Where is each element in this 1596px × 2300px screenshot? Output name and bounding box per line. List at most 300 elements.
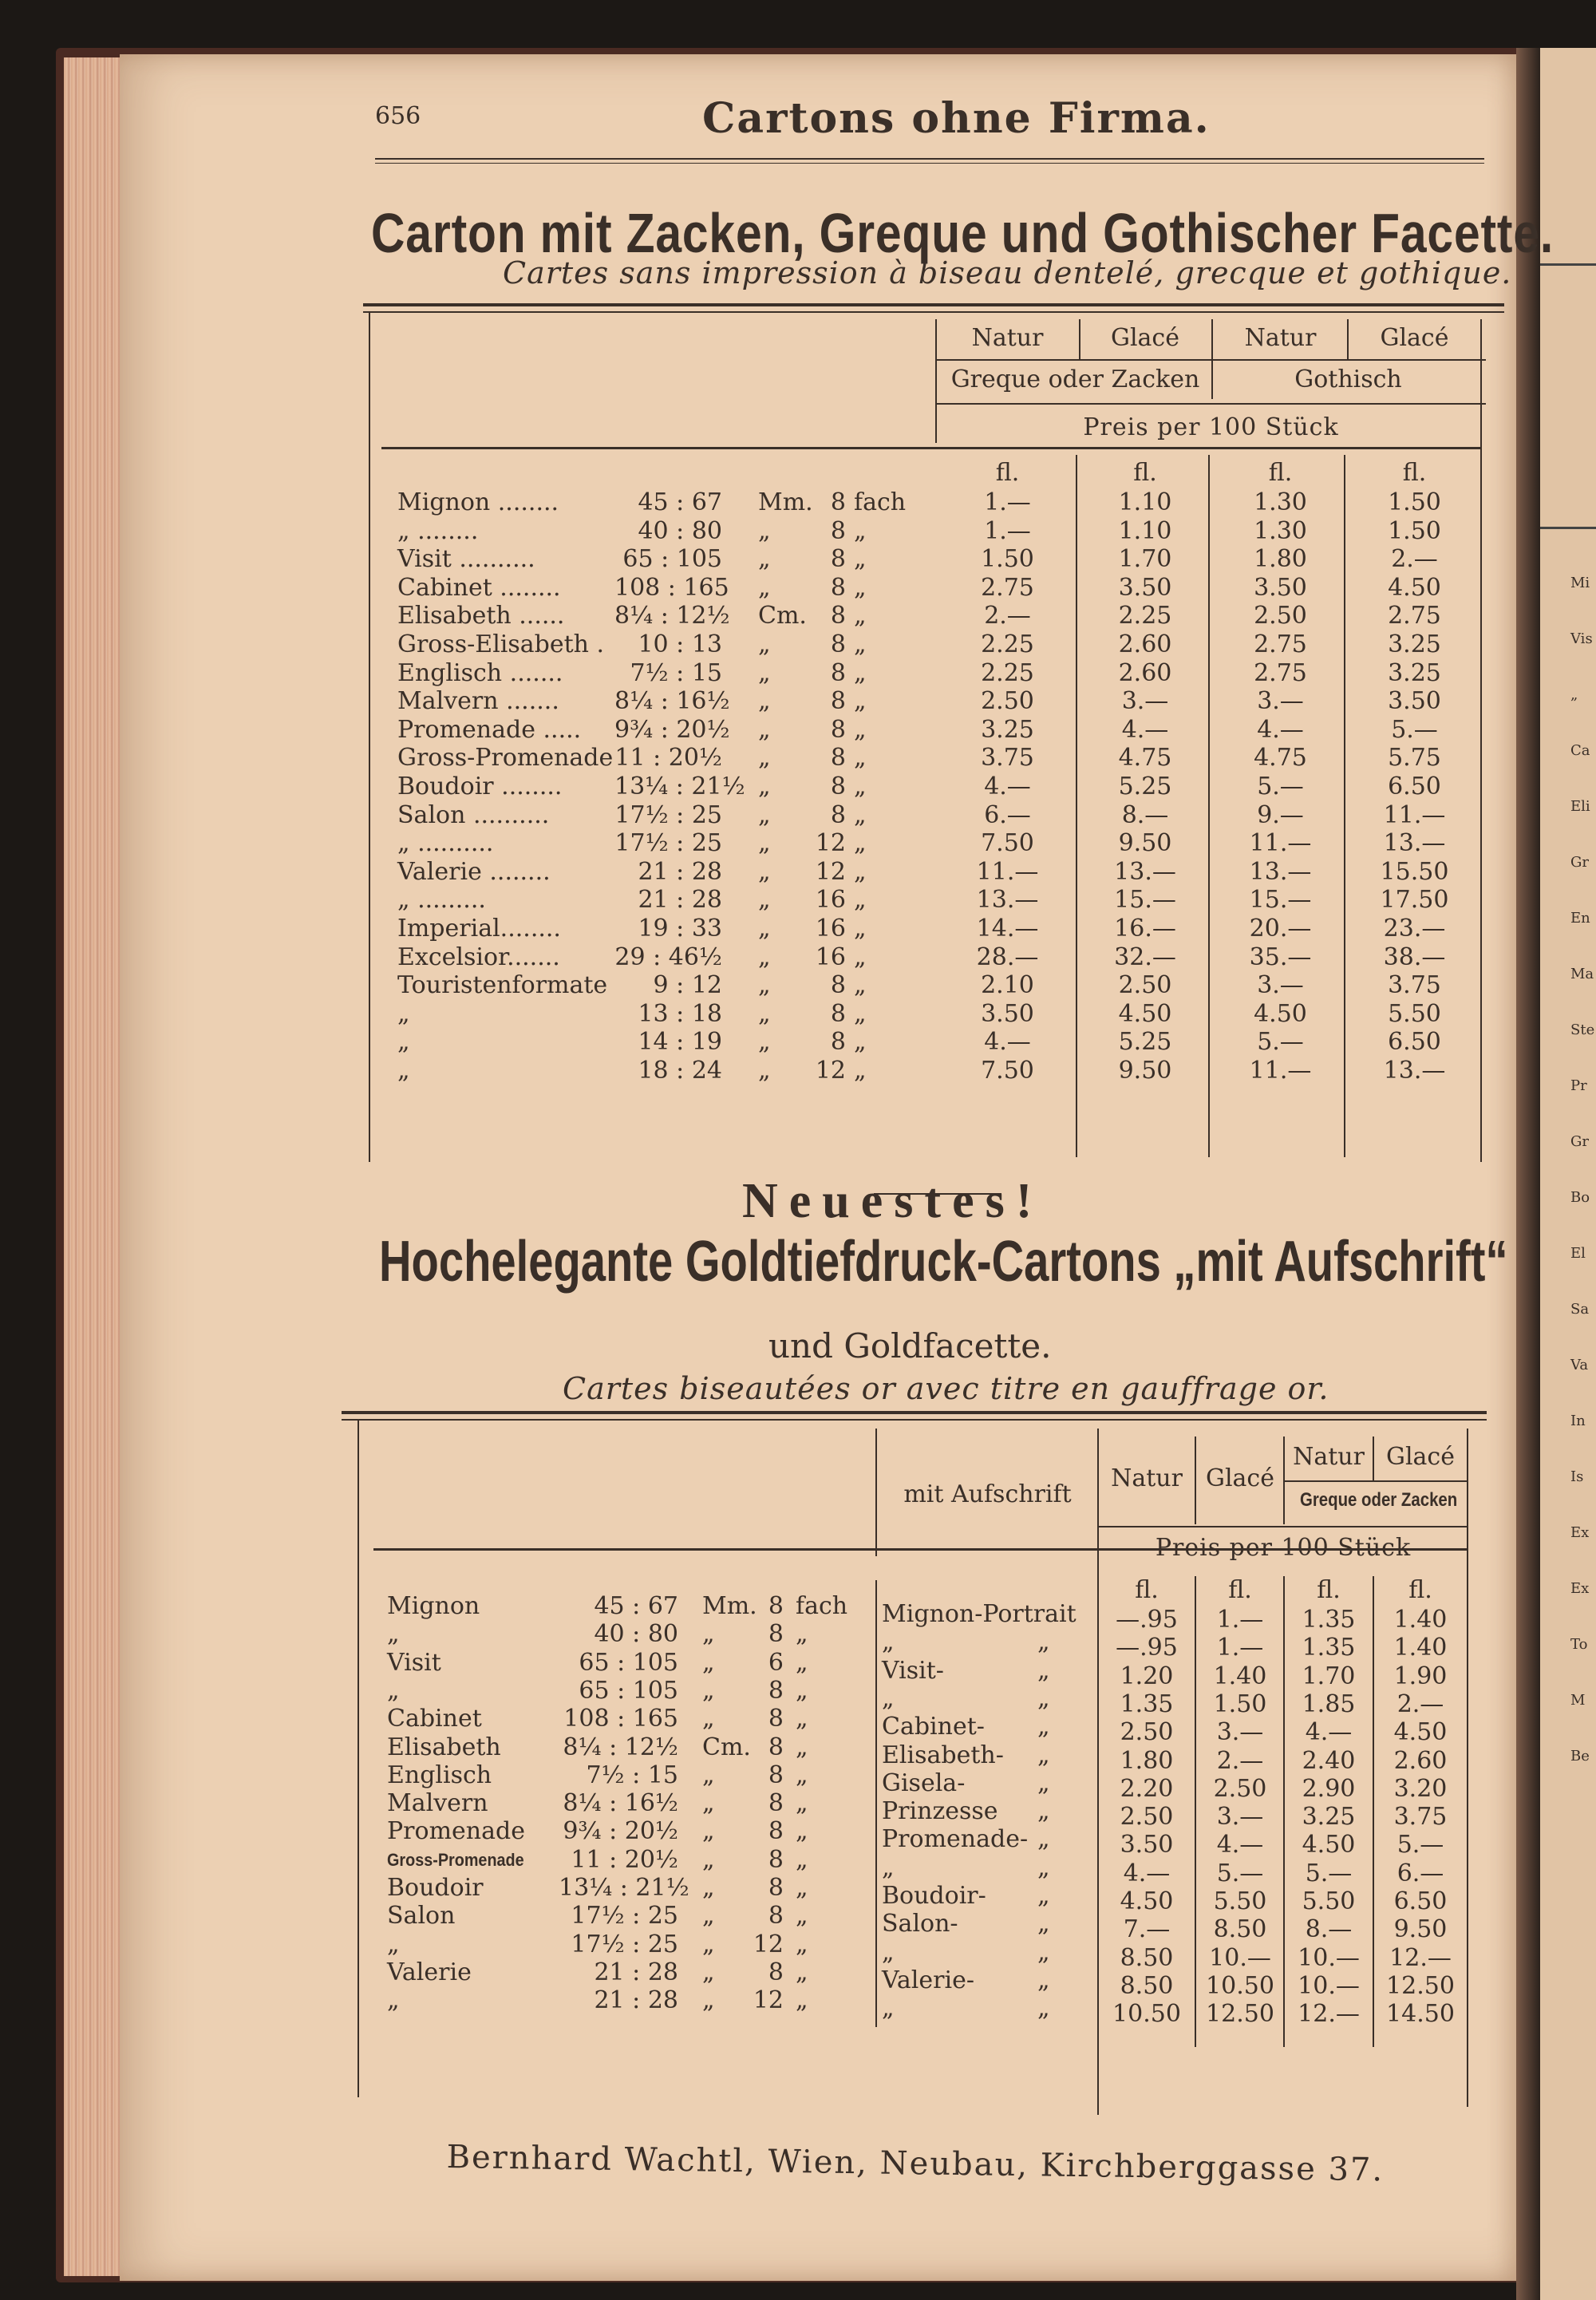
price-cell: 1.10	[1118, 488, 1172, 516]
row-unit: „	[758, 829, 771, 857]
row-fach: „	[796, 1761, 808, 1789]
price-cell: 1.50	[1213, 1690, 1267, 1718]
price-cell: 3.25	[1388, 659, 1441, 687]
row-name: „	[397, 1000, 410, 1028]
row-fach: „	[796, 1958, 808, 1986]
next-page-fragment: Sa	[1570, 1301, 1590, 1318]
currency-1: fl.	[995, 459, 1020, 487]
row-dimensions: 29 : 46½	[614, 943, 722, 971]
row-name: Touristenformate	[397, 971, 608, 999]
row-name: Promenade	[387, 1817, 525, 1845]
price-cell: 3.50	[1118, 574, 1172, 602]
next-page-fragment: Ma	[1570, 966, 1594, 982]
row-name: Malvern	[387, 1789, 488, 1817]
row-dimensions: 65 : 105	[579, 1677, 678, 1705]
price-label-2: Preis per 100 Stück	[1155, 1534, 1412, 1562]
price-cell: 1.40	[1393, 1634, 1448, 1662]
row-fach: „	[796, 1986, 808, 2014]
next-page-fragment: Bo	[1570, 1189, 1590, 1206]
row-name: „	[387, 1930, 400, 1958]
price-cell: 1.70	[1302, 1662, 1356, 1690]
price-row-1	[0, 574, 1596, 602]
group2-greque-zacken: Greque oder Zacken	[1299, 1489, 1458, 1511]
price-row-1	[0, 773, 1596, 800]
title-text: Mignon-Portrait	[882, 1600, 1077, 1628]
title-ditto: „	[1037, 1825, 1050, 1853]
next-page-fragment: Ex	[1570, 1524, 1590, 1541]
row-name: Englisch	[387, 1761, 492, 1789]
price-cell: 3.—	[1216, 1803, 1264, 1831]
table2-top-rule	[342, 1411, 1487, 1414]
title-text: Prinzesse	[882, 1797, 998, 1825]
price-cell: 3.50	[1120, 1831, 1174, 1859]
price-cell: 4.50	[1388, 574, 1441, 602]
price-row-2	[0, 1803, 1596, 1831]
row-dimensions: 45 : 67	[594, 1592, 678, 1620]
title-ditto: „	[1037, 1657, 1050, 1685]
price-cell: 20.—	[1249, 915, 1312, 943]
row-fold: 8	[768, 1817, 784, 1845]
price-cell: 1.40	[1393, 1606, 1448, 1634]
price-cell: 4.50	[1118, 1000, 1172, 1028]
table2-natur-glace-divider	[1195, 1437, 1196, 1524]
price-cell: 2.90	[1302, 1775, 1356, 1803]
row-dimensions: 11 : 20½	[571, 1846, 678, 1874]
row-fach: „	[854, 943, 867, 971]
price-cell: 13.—	[1383, 829, 1446, 857]
price-row-1	[0, 1057, 1596, 1085]
price-cell: 35.—	[1249, 943, 1312, 971]
currency-4: fl.	[1402, 459, 1427, 487]
price-row-1	[0, 517, 1596, 545]
next-page-fragment: Vis	[1570, 630, 1593, 647]
price-row-2	[0, 1944, 1596, 1972]
price-cell: 6.—	[1396, 1859, 1444, 1887]
title-text: „	[882, 1628, 895, 1656]
price-cell: 11.—	[1249, 1057, 1312, 1085]
col-natur-1: Natur	[971, 324, 1044, 352]
price-row-2	[0, 2000, 1596, 2028]
price-cell: 6.—	[984, 801, 1031, 829]
row-fold: 8	[768, 1677, 784, 1705]
price-cell: 5.—	[1305, 1859, 1353, 1887]
currency2-1: fl.	[1135, 1576, 1159, 1604]
row-unit: „	[702, 1649, 715, 1677]
price-cell: 9.—	[1257, 801, 1304, 829]
price-cell: 1.70	[1118, 545, 1172, 573]
row-name: „	[397, 1057, 410, 1085]
price-cell: 14.—	[976, 915, 1039, 943]
row-fold: 8	[768, 1874, 784, 1902]
price-cell: 1.80	[1254, 545, 1307, 573]
price-cell: 3.25	[1388, 630, 1441, 658]
row-fold: 8	[830, 659, 846, 687]
row-name: Cabinet ........	[397, 574, 561, 602]
price-row-2	[0, 1634, 1596, 1662]
row-fach: „	[854, 801, 867, 829]
price-cell: 8.50	[1120, 1944, 1174, 1972]
price-cell: 2.—	[1396, 1690, 1444, 1718]
price-cell: 12.50	[1386, 1972, 1455, 2000]
price-cell: 12.—	[1389, 1944, 1452, 1972]
title-ditto: „	[1037, 1910, 1050, 1938]
price-cell: 4.—	[1123, 1859, 1171, 1887]
price-cell: 2.40	[1302, 1747, 1356, 1775]
title-ditto: „	[1037, 1769, 1050, 1797]
row-unit: „	[758, 1000, 771, 1028]
price-row-2	[0, 1887, 1596, 1915]
price-cell: 2.25	[981, 630, 1034, 658]
row-fold: 8	[830, 687, 846, 715]
price-cell: 4.50	[1120, 1887, 1174, 1915]
price-cell: 15.—	[1249, 886, 1312, 914]
price-cell: 2.50	[981, 687, 1034, 715]
row-fach: „	[796, 1874, 808, 1902]
row-dimensions: 10 : 13	[638, 630, 722, 658]
price-cell: 13.—	[1249, 858, 1312, 886]
row-dimensions: 13 : 18	[638, 1000, 722, 1028]
row-fach: „	[854, 971, 867, 999]
next-page-fragment: Eli	[1570, 798, 1590, 815]
next-page-fragment: „	[1570, 686, 1578, 703]
price-cell: 2.10	[981, 971, 1034, 999]
col2-natur-2: Natur	[1293, 1443, 1365, 1471]
price-cell: 5.—	[1257, 773, 1304, 800]
price-cell: 2.75	[1254, 630, 1307, 658]
row-name: Visit ..........	[397, 545, 535, 573]
row-fold: 8	[830, 716, 846, 744]
next-page-fragment: Mi	[1570, 575, 1590, 591]
row-dimensions: 8¼ : 16½	[614, 687, 730, 715]
row-fach: „	[796, 1846, 808, 1874]
row-unit: „	[702, 1930, 715, 1958]
price-cell: 38.—	[1383, 943, 1446, 971]
row-fold: 12	[815, 1057, 846, 1085]
price-cell: 4.50	[1393, 1718, 1448, 1746]
row-fold: 8	[768, 1902, 784, 1930]
price-cell: 32.—	[1114, 943, 1176, 971]
next-page-fragment: To	[1570, 1636, 1588, 1653]
row-unit: „	[702, 1761, 715, 1789]
price-cell: 4.—	[984, 773, 1031, 800]
price-cell: 1.40	[1213, 1662, 1267, 1690]
row-fach: „	[854, 1028, 867, 1056]
row-dimensions: 17½ : 25	[571, 1930, 678, 1958]
row-unit: „	[702, 1705, 715, 1733]
row-name: „	[397, 1028, 410, 1056]
title-ditto: „	[1037, 1994, 1050, 2022]
price-cell: 9.50	[1118, 1057, 1172, 1085]
next-page-fragment: Ex	[1570, 1580, 1590, 1597]
section1-subtitle: Cartes sans impression à biseau dentelé, grecque et gothique.	[503, 255, 1512, 290]
col-mit-aufschrift: mit Aufschrift	[903, 1480, 1072, 1508]
row-name: Valerie	[387, 1958, 472, 1986]
row-name: Elisabeth	[387, 1733, 501, 1761]
next-page-fragment: Ste	[1570, 1022, 1595, 1038]
row-dimensions: 14 : 19	[638, 1028, 722, 1056]
row-fach: „	[854, 773, 867, 800]
table2-header-rule-a	[1283, 1480, 1467, 1482]
row-unit: „	[702, 1902, 715, 1930]
price-cell: 1.50	[1388, 517, 1441, 545]
price-cell: 9.50	[1118, 829, 1172, 857]
row-unit: „	[758, 545, 771, 573]
price-cell: 11.—	[1249, 829, 1312, 857]
section2-line2: und Goldfacette.	[768, 1326, 1052, 1365]
table1-header-divider	[935, 319, 937, 443]
row-unit: „	[758, 687, 771, 715]
header-rule-thin	[375, 163, 1484, 164]
row-unit: „	[758, 574, 771, 602]
col-natur-2: Natur	[1244, 324, 1317, 352]
row-name: Salon	[387, 1902, 456, 1930]
price-cell: 1.35	[1302, 1634, 1356, 1662]
price-cell: 3.50	[981, 1000, 1034, 1028]
row-fach: „	[854, 517, 867, 545]
price-cell: 1.—	[1216, 1606, 1264, 1634]
price-cell: —.95	[1116, 1634, 1178, 1662]
price-cell: 13.—	[1383, 1057, 1446, 1085]
row-name: Englisch .......	[397, 659, 563, 687]
price-cell: 9.50	[1393, 1915, 1448, 1943]
price-cell: 12.—	[1298, 2000, 1360, 2028]
section2-title: Hochelegante Goldtiefdruck-Cartons „mit Aufschrift“	[379, 1230, 1508, 1294]
price-cell: 2.75	[981, 574, 1034, 602]
row-fold: 8	[830, 801, 846, 829]
row-fold: 8	[768, 1592, 784, 1620]
price-cell: 14.50	[1386, 2000, 1455, 2028]
price-cell: 3.—	[1257, 687, 1304, 715]
section2-kicker: Neuestes!	[742, 1174, 1044, 1228]
price-cell: 3.—	[1121, 687, 1169, 715]
col-glace-2: Glacé	[1380, 324, 1449, 352]
row-fold: 8	[768, 1705, 784, 1733]
price-cell: 1.90	[1393, 1662, 1448, 1690]
row-unit: Mm.	[702, 1592, 757, 1620]
row-unit: „	[702, 1677, 715, 1705]
title-ditto: „	[1037, 1741, 1050, 1769]
title-text: Boudoir-	[882, 1882, 986, 1910]
price-row-2	[0, 1915, 1596, 1943]
price-cell: 7.50	[981, 829, 1034, 857]
row-fach: fach	[854, 488, 907, 516]
row-fold: 8	[830, 602, 846, 630]
price-row-1	[0, 630, 1596, 658]
row-unit: „	[758, 915, 771, 943]
price-cell: 10.50	[1206, 1972, 1274, 2000]
price-cell: 2.—	[984, 602, 1031, 630]
price-row-1	[0, 488, 1596, 516]
price-cell: 5.—	[1391, 716, 1438, 744]
price-cell: 3.—	[1257, 971, 1304, 999]
price-cell: 8.50	[1120, 1972, 1174, 2000]
row-unit: Mm.	[758, 488, 813, 516]
row-name: Valerie ........	[397, 858, 551, 886]
price-cell: 4.—	[1121, 716, 1169, 744]
row-name: „	[387, 1620, 400, 1648]
row-unit: „	[758, 659, 771, 687]
price-row-2	[0, 1775, 1596, 1803]
price-row-2	[0, 1662, 1596, 1690]
price-cell: 2.75	[1254, 659, 1307, 687]
next-page-fragment: El	[1570, 1245, 1586, 1262]
price-cell: 11.—	[976, 858, 1039, 886]
title-text: „	[882, 1854, 895, 1882]
row-fold: 8	[768, 1761, 784, 1789]
row-unit: „	[702, 1817, 715, 1845]
price-cell: 1.30	[1254, 517, 1307, 545]
price-cell: 3.25	[1302, 1803, 1356, 1831]
price-cell: 1.50	[1388, 488, 1441, 516]
publisher-imprint: Bernhard Wachtl, Wien, Neubau, Kirchberggasse 37.	[446, 2139, 1385, 2189]
price-cell: 2.50	[1118, 971, 1172, 999]
price-cell: 2.50	[1213, 1775, 1267, 1803]
row-fold: 8	[830, 971, 846, 999]
row-fold: 8	[830, 545, 846, 573]
table1-natur-glace-divider	[1079, 319, 1080, 359]
price-row-2	[0, 1831, 1596, 1859]
title-text: Valerie-	[882, 1966, 974, 1994]
row-unit: „	[758, 744, 771, 772]
price-row-2	[0, 1690, 1596, 1718]
price-cell: 1.—	[984, 488, 1031, 516]
row-dimensions: 17½ : 25	[614, 801, 722, 829]
price-row-2	[0, 1859, 1596, 1887]
row-dimensions: 65 : 105	[622, 545, 722, 573]
row-fold: 8	[830, 488, 846, 516]
price-cell: 3.75	[981, 744, 1034, 772]
row-unit: „	[758, 971, 771, 999]
row-name: Imperial........	[397, 915, 561, 943]
price-cell: 1.35	[1302, 1606, 1356, 1634]
row-name: Promenade .....	[397, 716, 582, 744]
price-cell: 1.85	[1302, 1690, 1356, 1718]
row-fold: 8	[830, 630, 846, 658]
row-fach: „	[796, 1649, 808, 1677]
row-dimensions: 21 : 28	[638, 886, 722, 914]
row-fach: „	[854, 687, 867, 715]
price-cell: 2.25	[1118, 602, 1172, 630]
price-row-1	[0, 971, 1596, 999]
row-fold: 8	[830, 1000, 846, 1028]
row-name: „	[387, 1986, 400, 2014]
currency-3: fl.	[1268, 459, 1293, 487]
title-text: Visit-	[882, 1657, 944, 1685]
row-fach: „	[854, 659, 867, 687]
price-cell: 5.25	[1118, 1028, 1172, 1056]
row-fach: „	[796, 1733, 808, 1761]
row-fach: „	[854, 716, 867, 744]
price-row-2	[0, 1718, 1596, 1746]
row-name: „ .........	[397, 886, 486, 914]
header-rule	[375, 158, 1484, 160]
col2-natur: Natur	[1111, 1464, 1183, 1492]
price-cell: 10.50	[1112, 2000, 1181, 2028]
price-cell: 8.—	[1305, 1915, 1353, 1943]
currency2-2: fl.	[1228, 1576, 1252, 1604]
table2-top-rule-thin	[342, 1419, 1487, 1421]
next-page-fragment: Ca	[1570, 742, 1590, 759]
row-fold: 8	[768, 1789, 784, 1817]
price-cell: 4.—	[1257, 716, 1304, 744]
row-name: „ ..........	[397, 829, 494, 857]
price-row-2	[0, 1606, 1596, 1634]
row-dimensions: 9¾ : 20½	[563, 1817, 678, 1845]
row-name: Cabinet	[387, 1705, 482, 1733]
table1-header-rule-a	[935, 359, 1486, 361]
row-fach: „	[854, 886, 867, 914]
next-page-fragment: Pr	[1570, 1077, 1587, 1094]
row-fach: „	[854, 915, 867, 943]
price-cell: 23.—	[1383, 915, 1446, 943]
col2-glace: Glacé	[1205, 1464, 1274, 1492]
price-cell: 3.75	[1393, 1803, 1448, 1831]
row-fold: 6	[768, 1649, 784, 1677]
price-cell: 3.20	[1393, 1775, 1448, 1803]
price-cell: 4.—	[1216, 1831, 1264, 1859]
price-cell: 4.75	[1254, 744, 1307, 772]
row-fach: „	[854, 545, 867, 573]
row-fold: 12	[753, 1930, 784, 1958]
row-unit: „	[758, 1028, 771, 1056]
row-unit: „	[702, 1986, 715, 2014]
section2-subtitle: Cartes biseautées or avec titre en gauffrage or.	[563, 1371, 1329, 1406]
price-cell: 2.—	[1216, 1747, 1264, 1775]
row-name: Visit	[387, 1649, 441, 1677]
price-cell: 4.—	[984, 1028, 1031, 1056]
row-dimensions: 40 : 80	[638, 517, 722, 545]
title-text: Elisabeth-	[882, 1741, 1004, 1769]
price-cell: 1.10	[1118, 517, 1172, 545]
row-fach: „	[796, 1705, 808, 1733]
price-cell: 8.—	[1121, 801, 1169, 829]
table2-header-rule-b	[1097, 1526, 1468, 1527]
price-row-1	[0, 545, 1596, 573]
price-row-1	[0, 858, 1596, 886]
price-cell: 10.—	[1298, 1972, 1360, 2000]
price-cell: 10.—	[1209, 1944, 1271, 1972]
group-greque-zacken: Greque oder Zacken	[950, 366, 1200, 393]
row-dimensions: 7½ : 15	[630, 659, 722, 687]
price-cell: 2.—	[1391, 545, 1438, 573]
row-unit: „	[702, 1846, 715, 1874]
row-fold: 8	[830, 744, 846, 772]
row-fach: „	[854, 744, 867, 772]
title-ditto: „	[1037, 1685, 1050, 1713]
row-dimensions: 8¼ : 16½	[563, 1789, 678, 1817]
row-fold: 8	[768, 1958, 784, 1986]
price-cell: 6.50	[1388, 773, 1441, 800]
row-fach: „	[796, 1817, 808, 1845]
price-cell: 5.50	[1388, 1000, 1441, 1028]
title-text: Salon-	[882, 1910, 958, 1938]
title-text: Promenade-	[882, 1825, 1029, 1853]
price-cell: 3.50	[1388, 687, 1441, 715]
title-ditto: „	[1037, 1713, 1050, 1741]
price-row-1	[0, 687, 1596, 715]
row-unit: „	[758, 630, 771, 658]
row-fold: 16	[815, 886, 846, 914]
price-cell: 2.25	[981, 659, 1034, 687]
next-page-fragment: Is	[1570, 1468, 1584, 1485]
price-cell: 2.50	[1120, 1803, 1174, 1831]
price-cell: 2.75	[1388, 602, 1441, 630]
row-dimensions: 21 : 28	[594, 1986, 678, 2014]
table1-top-rule-thin	[363, 311, 1504, 313]
title-text: „	[882, 1938, 895, 1966]
row-name: Excelsior.......	[397, 943, 560, 971]
price-cell: 3.25	[981, 716, 1034, 744]
